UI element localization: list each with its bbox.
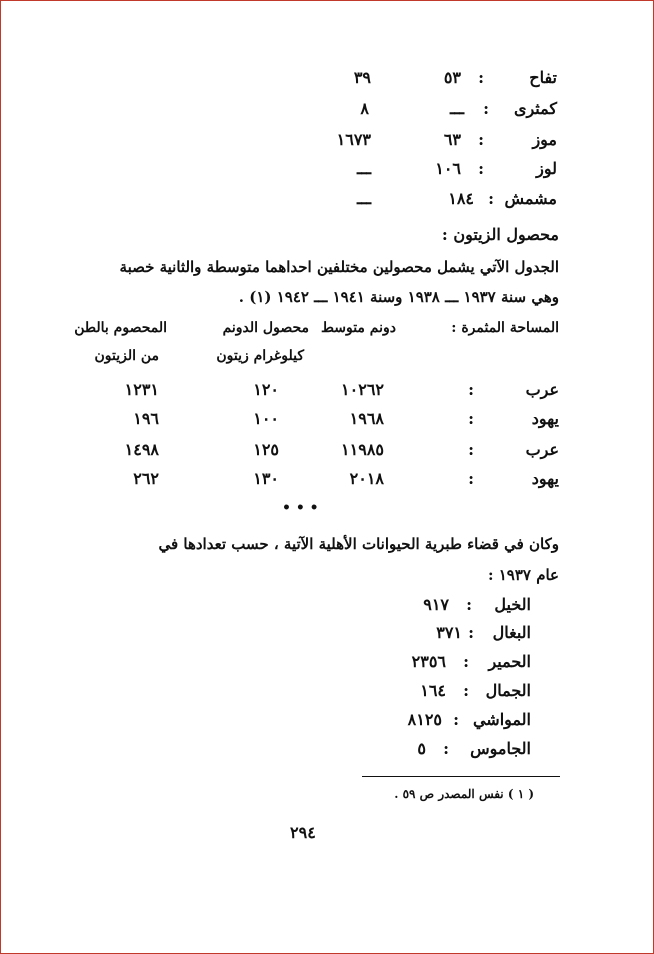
animal-value: ١٦٤ bbox=[420, 681, 446, 700]
fruit-value-a: ـــ bbox=[449, 99, 464, 118]
table-header-harvest-sub: من الزيتون bbox=[94, 348, 159, 364]
table-cell-per: ١٢٥ bbox=[253, 440, 279, 459]
table-cell-per: ١٣٠ bbox=[253, 469, 279, 488]
paragraph-line: الجدول الآتي يشمل محصولين مختلفين احداهما متوسطة والثانية خصبة bbox=[119, 258, 559, 276]
animal-name: المواشي bbox=[472, 710, 531, 729]
table-cell-per: ١٠٠ bbox=[253, 409, 279, 428]
animal-colon: : bbox=[466, 595, 472, 614]
animal-colon: : bbox=[463, 652, 469, 671]
table-cell-per: ١٢٠ bbox=[253, 380, 279, 399]
fruit-value-b: ـــ bbox=[356, 159, 371, 178]
animal-colon: : bbox=[463, 681, 469, 700]
table-row-group: يهود bbox=[531, 409, 559, 428]
animal-colon: : bbox=[443, 739, 449, 758]
section-separator: • • • bbox=[282, 500, 319, 516]
animal-name: الجمال bbox=[485, 681, 531, 700]
fruit-value-b: ٨ bbox=[360, 99, 369, 118]
fruit-name: مشمش bbox=[504, 189, 557, 208]
animal-value: ٨١٢٥ bbox=[407, 710, 442, 729]
fruit-name: كمثرى bbox=[513, 99, 557, 118]
fruit-value-a: ١٠٦ bbox=[435, 159, 461, 178]
footnote: ( ١ ) نفس المصدر ص ٥٩ . bbox=[394, 787, 534, 801]
fruit-value-a: ١٨٤ bbox=[448, 189, 474, 208]
animal-name: الخيل bbox=[494, 595, 531, 614]
paragraph-line: وهي سنة ١٩٣٧ ـــ ١٩٣٨ وسنة ١٩٤١ ـــ ١٩٤٢ (١) . bbox=[238, 288, 559, 306]
table-cell-total: ٢٦٢ bbox=[133, 469, 159, 488]
fruit-value-a: ٦٣ bbox=[443, 130, 461, 149]
table-row-colon: : bbox=[468, 440, 474, 459]
table-cell-total: ١٤٩٨ bbox=[124, 440, 159, 459]
fruit-name: تفاح bbox=[529, 68, 557, 87]
page-number: ٢٩٤ bbox=[290, 823, 316, 842]
table-row-colon: : bbox=[468, 409, 474, 428]
animal-value: ٥ bbox=[417, 739, 426, 758]
table-row-group: عرب bbox=[525, 440, 559, 459]
animal-colon: : bbox=[468, 623, 474, 642]
footnote-rule bbox=[362, 776, 560, 777]
section-heading: محصول الزيتون : bbox=[441, 225, 559, 244]
animal-name: الحمير bbox=[488, 652, 531, 671]
table-cell-area: ١٠٢٦٢ bbox=[341, 380, 384, 399]
paragraph-line: وكان في قضاء طبرية الحيوانات الأهلية الآتية ، حسب تعدادها في bbox=[158, 535, 559, 553]
fruit-value-b: ـــ bbox=[356, 189, 371, 208]
animal-value: ٣٧١ bbox=[436, 623, 462, 642]
animal-name: الجاموس bbox=[470, 739, 531, 758]
table-cell-area: ٢٠١٨ bbox=[349, 469, 384, 488]
fruit-value-a: ٥٣ bbox=[443, 68, 461, 87]
table-cell-total: ١٢٣١ bbox=[124, 380, 159, 399]
table-header-harvest: المحصوم بالطن bbox=[74, 320, 167, 336]
animal-name: البغال bbox=[492, 623, 531, 642]
table-header-yield: محصول الدونم bbox=[222, 320, 309, 336]
animal-value: ٢٣٥٦ bbox=[411, 652, 446, 671]
table-row-group: عرب bbox=[525, 380, 559, 399]
table-row-group: يهود bbox=[531, 469, 559, 488]
fruit-colon: : bbox=[478, 130, 484, 149]
fruit-value-b: ١٦٧٣ bbox=[336, 130, 371, 149]
animal-colon: : bbox=[453, 710, 459, 729]
table-cell-area: ١٩٦٨ bbox=[349, 409, 384, 428]
table-header-area: المساحة المثمرة : bbox=[451, 320, 559, 336]
fruit-value-b: ٣٩ bbox=[353, 68, 371, 87]
fruit-colon: : bbox=[478, 68, 484, 87]
table-cell-total: ١٩٦ bbox=[133, 409, 159, 428]
fruit-name: لوز bbox=[536, 159, 557, 178]
table-row-colon: : bbox=[468, 380, 474, 399]
fruit-colon: : bbox=[488, 189, 494, 208]
table-row-colon: : bbox=[468, 469, 474, 488]
table-cell-area: ١١٩٨٥ bbox=[341, 440, 384, 459]
paragraph-line: عام ١٩٣٧ : bbox=[487, 566, 559, 584]
table-header-yield-sub: كيلوغرام زيتون bbox=[216, 348, 304, 364]
animal-value: ٩١٧ bbox=[423, 595, 449, 614]
table-header-avg: دونم متوسط bbox=[320, 320, 396, 336]
fruit-name: موز bbox=[532, 130, 557, 149]
fruit-colon: : bbox=[478, 159, 484, 178]
fruit-colon: : bbox=[483, 99, 489, 118]
